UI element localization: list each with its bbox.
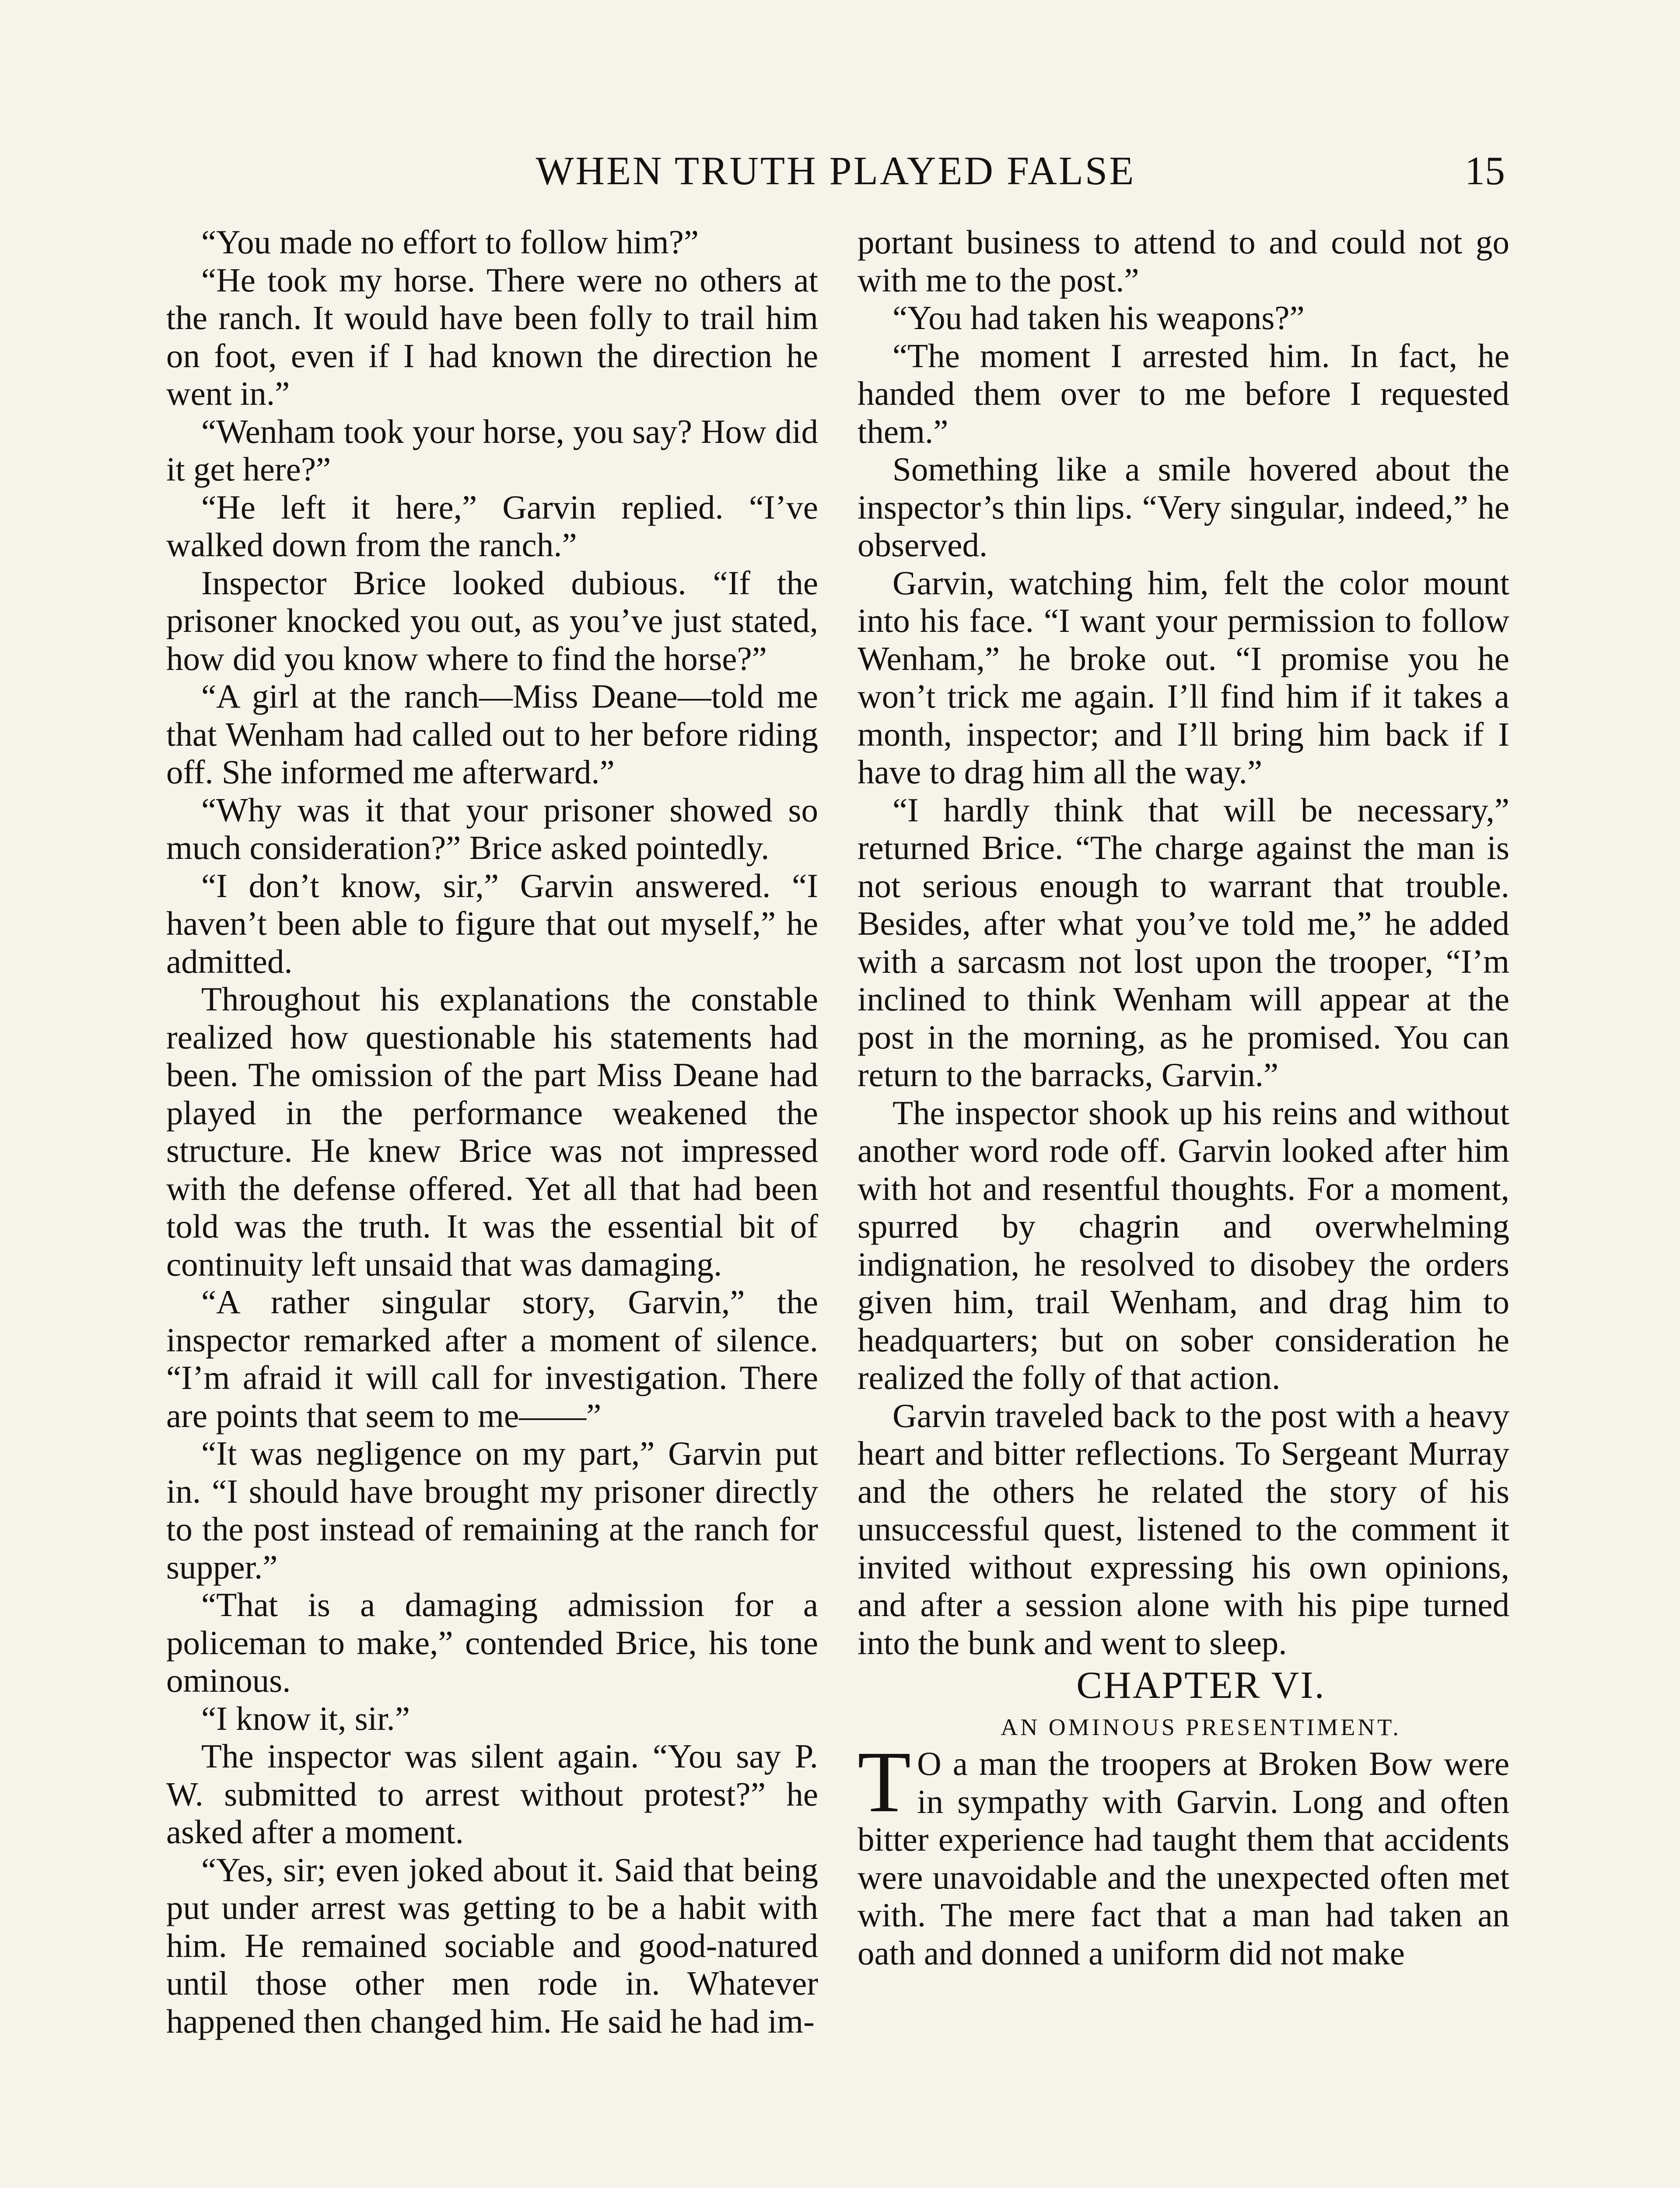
paragraph: Garvin traveled back to the post with a heavy heart and bitter reflections. To Sergeant Murray and the others he related the story of his unsuccessful quest, listened to the comment it invited without expressing his own opinions, and after a session alone with his pipe turned into the bunk and went to sleep. bbox=[858, 1396, 1509, 1662]
running-head bbox=[166, 144, 1505, 197]
paragraph: Garvin, watching him, felt the color mount into his face. “I want your permission to follow Wenham,” he broke out. “I promise you he won’t trick me again. I’ll find him if it takes a month, inspector; and I’ll bring him back if I have to drag him all the way.” bbox=[858, 564, 1509, 791]
paragraph: “Why was it that your prisoner showed so much consideration?” Brice asked pointedly. bbox=[166, 791, 818, 866]
drop-cap: T bbox=[858, 1734, 911, 1830]
paragraph: Inspector Brice looked dubious. “If the prisoner knocked you out, as you’ve just stated, how did you know where to find the horse?” bbox=[166, 564, 818, 677]
chapter-opening-paragraph bbox=[858, 1734, 1509, 1972]
paragraph: “You made no effort to follow him?” bbox=[201, 223, 699, 261]
paragraph: “A rather singular story, Garvin,” the inspector remarked after a moment of silence. “I’m afraid it will call for investigation. There are points that seem to me——” bbox=[166, 1283, 818, 1434]
paragraph: “It was negligence on my part,” Garvin put in. “I should have brought my prisoner directly to the post instead of remaining at the ranch for supper.” bbox=[166, 1434, 818, 1586]
running-title: WHEN TRUTH PLAYED FALSE bbox=[536, 148, 1136, 193]
paragraph: The inspector shook up his reins and without another word rode off. Garvin looked after him with hot and resentful thoughts. For a moment, spurred by chagrin and overwhelming indignation, he resolved to disobey the orders given him, trail Wenham, and drag him to headquarters; but on sober consideration he realized the folly of that action. bbox=[858, 1094, 1509, 1396]
paragraph: “A girl at the ranch—Miss Deane—told me that Wenham had called out to her before riding off. She informed me afterward.” bbox=[166, 677, 818, 791]
right-column bbox=[858, 223, 1509, 1972]
left-column bbox=[166, 223, 818, 2040]
paragraph: “He took my horse. There were no others at the ranch. It would have been folly to trail him on foot, even if I had known the direction he went in.” bbox=[166, 261, 818, 412]
paragraph: “Wenham took your horse, you say? How did it get here?” bbox=[166, 412, 818, 488]
paragraph: Throughout his explanations the constable realized how questionable his statements had been. The omission of the part Miss Deane had played in the performance weakened the structure. He knew Brice was not impressed with the defense offered. Yet all that had been told was the truth. It was the essential bit of continuity left unsaid that was damaging. bbox=[166, 980, 818, 1283]
paragraph: “The moment I arrested him. In fact, he handed them over to me before I requested them.” bbox=[858, 337, 1509, 450]
paragraph: Something like a smile hovered about the inspector’s thin lips. “Very singular, indeed,” he observed. bbox=[858, 450, 1509, 564]
paragraph: “That is a damaging admission for a policeman to make,” contended Brice, his tone ominous. bbox=[166, 1586, 818, 1699]
continued-paragraph: portant business to attend to and could not go with me to the post.” bbox=[858, 223, 1509, 299]
paragraph: “Yes, sir; even joked about it. Said that being put under arrest was getting to be a habit with him. He remained sociable and good-natured until those other men rode in. Whatever happened then changed him. He said he had im- bbox=[166, 1851, 818, 2040]
chapter-opening-text: O a man the troopers at Broken Bow were in sympathy with Garvin. Long and often bitter experience had taught them that accidents were unavoidable and the unexpected often met with. The mere fact that a man had taken an oath and donned a uniform did not make bbox=[858, 1745, 1509, 1972]
chapter-subtitle: AN OMINOUS PRESENTIMENT. bbox=[1001, 1714, 1401, 1740]
paragraph: The inspector was silent again. “You say P. W. submitted to arrest without protest?” he asked after a moment. bbox=[166, 1737, 818, 1851]
paragraph: “He left it here,” Garvin replied. “I’ve walked down from the ranch.” bbox=[166, 488, 818, 564]
paragraph: “I don’t know, sir,” Garvin answered. “I haven’t been able to figure that out myself,” he admitted. bbox=[166, 866, 818, 980]
page-number: 15 bbox=[1465, 148, 1505, 193]
paragraph: “I know it, sir.” bbox=[201, 1699, 410, 1737]
paragraph: “I hardly think that will be necessary,” returned Brice. “The charge against the man is not serious enough to warrant that trouble. Besides, after what you’ve told me,” he added with a sarcasm not lost upon the trooper, “I’m inclined to think Wenham will appear at the post in the morning, as he promised. You can return to the barracks, Garvin.” bbox=[858, 791, 1509, 1094]
chapter-heading: CHAPTER VI. bbox=[1076, 1664, 1326, 1707]
paragraph: “You had taken his weapons?” bbox=[892, 299, 1305, 337]
